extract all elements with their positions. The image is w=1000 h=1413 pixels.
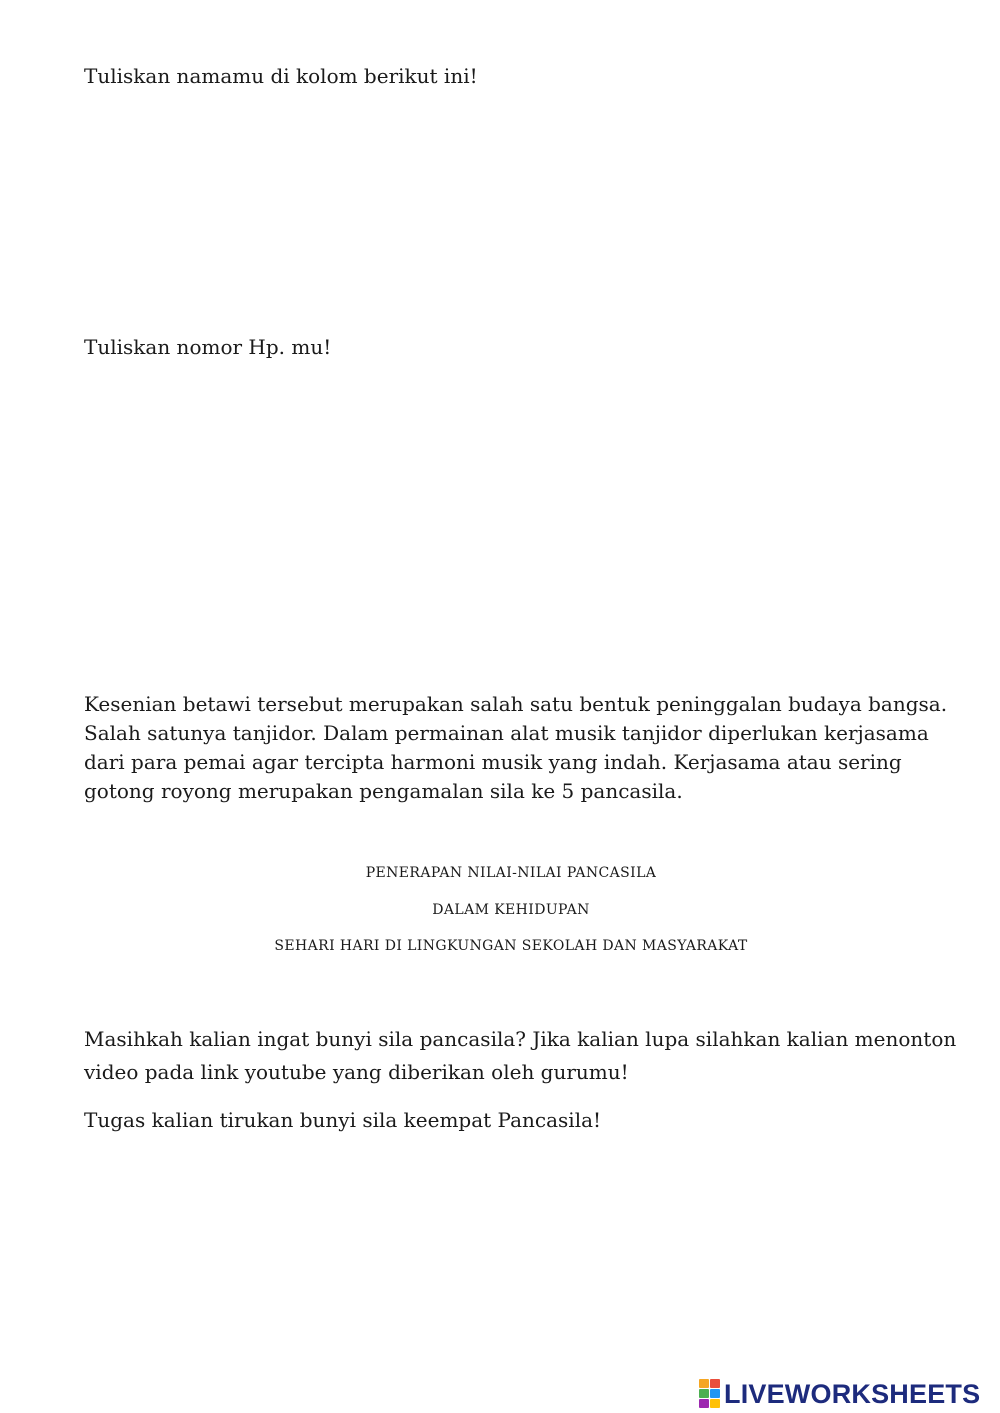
paragraph-line: dari para pemai agar tercipta harmoni musik yang indah. Kerjasama atau sering	[84, 750, 902, 774]
paragraph-line: Salah satunya tanjidor. Dalam permainan alat musik tanjidor diperlukan kerjasama	[84, 721, 929, 745]
liveworksheets-logo-icon	[699, 1379, 721, 1409]
task-answer-area[interactable]	[84, 1145, 916, 1365]
paragraph-line: Kesenian betawi tersebut merupakan salah satu bentuk peninggalan budaya bangsa.	[84, 692, 948, 716]
liveworksheets-logo-text: LIVEWORKSHEETS	[724, 1378, 981, 1409]
paragraph-line: gotong royong merupakan pengamalan sila ke 5 pancasila.	[84, 779, 683, 803]
phone-answer-area[interactable]	[84, 372, 916, 672]
liveworksheets-logo	[699, 1378, 980, 1410]
name-prompt: Tuliskan namamu di kolom berikut ini!	[84, 64, 478, 88]
name-answer-area[interactable]	[84, 100, 916, 310]
task-instruction: Tugas kalian tirukan bunyi sila keempat Pancasila!	[84, 1108, 602, 1132]
section-heading-line-2: DALAM KEHIDUPAN	[432, 902, 590, 918]
task-intro-line-2: video pada link youtube yang diberikan oleh gurumu!	[84, 1060, 629, 1084]
phone-prompt: Tuliskan nomor Hp. mu!	[84, 335, 332, 359]
section-heading-line-3: SEHARI HARI DI LINGKUNGAN SEKOLAH DAN MASYARAKAT	[274, 938, 748, 954]
task-intro-line-1: Masihkah kalian ingat bunyi sila pancasila? Jika kalian lupa silahkan kalian menonton	[84, 1027, 957, 1051]
tanjidor-paragraph	[84, 690, 948, 806]
section-heading-line-1: PENERAPAN NILAI-NILAI PANCASILA	[365, 865, 657, 881]
